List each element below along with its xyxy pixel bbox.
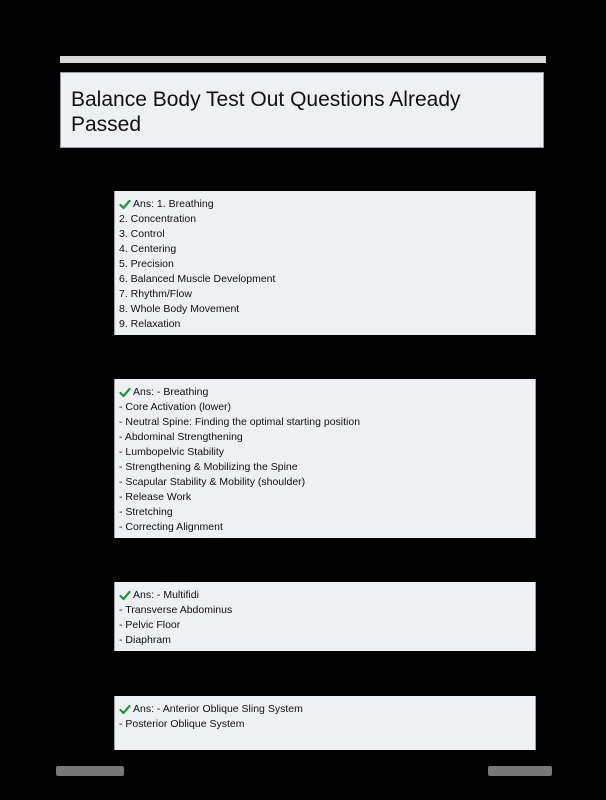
list-item: - Strengthening & Mobilizing the Spine <box>119 461 298 473</box>
answer-line <box>119 385 531 400</box>
list-item: - Neutral Spine: Finding the optimal starting position <box>119 416 361 428</box>
list-item: 7. Rhythm/Flow <box>119 288 192 300</box>
list-item: 5. Precision <box>119 258 174 270</box>
list-item: 2. Concentration <box>119 213 197 225</box>
checkmark-icon <box>119 588 131 603</box>
list-item: - Release Work <box>119 491 192 503</box>
list-item: - Core Activation (lower) <box>119 401 232 413</box>
page-title-line-1: Balance Body Test Out Questions Already <box>71 88 461 111</box>
list-item: - Posterior Oblique System <box>119 718 245 730</box>
page-title-line-2: Passed <box>71 113 142 136</box>
answer-text: Ans: - Anterior Oblique Sling System <box>133 703 303 715</box>
page-title <box>71 87 531 137</box>
list-item: - Abdominal Strengthening <box>119 431 243 443</box>
list-item: - Transverse Abdominus <box>119 604 233 616</box>
answer-line <box>119 702 531 717</box>
list-item: 6. Balanced Muscle Development <box>119 273 276 285</box>
list-item: - Scapular Stability & Mobility (shoulder) <box>119 476 306 488</box>
answer-box-3 <box>114 582 536 651</box>
answer-box-1 <box>114 191 536 335</box>
list-item: - Correcting Alignment <box>119 521 223 533</box>
checkmark-icon <box>119 702 131 717</box>
list-item: 4. Centering <box>119 243 177 255</box>
answer-line <box>119 197 531 212</box>
top-divider <box>60 56 546 63</box>
title-box <box>60 72 544 148</box>
checkmark-icon <box>119 197 131 212</box>
answer-box-2 <box>114 379 536 538</box>
checkmark-icon <box>119 385 131 400</box>
answer-text: Ans: 1. Breathing <box>133 198 214 210</box>
answer-text: Ans: - Multifidi <box>133 589 199 601</box>
footer-page-number <box>488 766 552 776</box>
list-item: 8. Whole Body Movement <box>119 303 240 315</box>
answer-line <box>119 588 531 603</box>
list-item: - Diaphram <box>119 634 171 646</box>
list-item: 3. Control <box>119 228 165 240</box>
list-item: - Pelvic Floor <box>119 619 181 631</box>
footer-watermark-left <box>56 766 124 776</box>
list-item: - Stretching <box>119 506 173 518</box>
list-item: - Lumbopelvic Stability <box>119 446 225 458</box>
answer-box-4 <box>114 696 536 750</box>
list-item: 9. Relaxation <box>119 318 181 330</box>
answer-text: Ans: - Breathing <box>133 386 209 398</box>
